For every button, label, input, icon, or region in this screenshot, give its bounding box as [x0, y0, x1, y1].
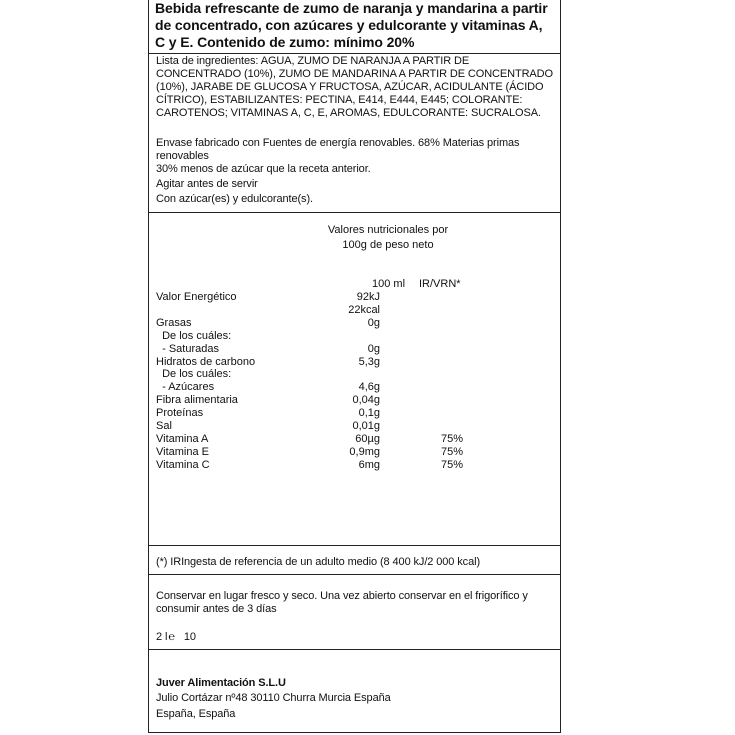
nutrition-row	[156, 407, 486, 420]
nutrition-row	[156, 420, 486, 433]
nutrition-row	[156, 381, 486, 394]
nutrition-col-amount: 100 ml	[372, 278, 406, 290]
storage-instructions: Conservar en lugar fresco y seco. Una vez abierto conservar en el frigorífico y consumir antes de 3 días	[156, 590, 528, 615]
company-address: Julio Cortázar nº48 30110 Churra Murcia España	[156, 692, 391, 704]
nutrition-row	[156, 343, 486, 356]
nutrient-label: Sal	[156, 420, 172, 432]
nutrition-heading-2: 100g de peso neto	[342, 239, 434, 251]
nutrient-label: Valor Energético	[156, 291, 237, 303]
nutrition-row	[156, 459, 486, 472]
nutrient-label: Hidratos de carbono	[156, 355, 256, 368]
product-title: Bebida refrescante de zumo de naranja y mandarina a partir de concentrado, con azúcares y edulcorante y vitaminas A, C y E. Contenido de zumo: mínimo 20%	[155, 0, 548, 50]
nutrition-row	[156, 433, 486, 446]
divider	[148, 545, 561, 546]
nutrient-label: Vitamina E	[156, 445, 209, 458]
ingredients-text: Lista de ingredientes: AGUA, ZUMO DE NARANJA A PARTIR DE CONCENTRADO (10%), ZUMO DE MANDARINA A PARTIR DE CONCENTRADO (10%), JARABE DE GLUCOSA Y FRUCTOSA, AZÚCAR, ACIDULANTE (ÁCIDO CÍTRICO), ESTABILIZANTES: PECTINA, E414, E444, E445; COLORANTE: CAROTENOS; VITAMINAS A, C, E, AROMAS, EDULCORANTE: SUCRALOSA.	[156, 55, 553, 119]
nutrition-row	[156, 317, 486, 330]
nutrient-value: 0,01g	[352, 420, 380, 432]
note-sugar: 30% menos de azúcar que la receta anterior.	[156, 163, 371, 175]
pack-count: 10	[183, 631, 196, 643]
nutrition-row	[156, 291, 486, 304]
nutrient-label: - Azúcares	[156, 381, 215, 394]
nutrient-value: 60µg	[355, 432, 380, 445]
nutrient-value: 5,3g	[358, 355, 380, 368]
nutrient-value: 0g	[367, 316, 380, 329]
nutrient-label: Vitamina C	[156, 458, 210, 471]
nutrient-label: Grasas	[156, 316, 192, 329]
nutrient-ir-percent: 75%	[441, 458, 464, 471]
nutrient-label: Proteínas	[156, 407, 204, 420]
nutrient-label: De los cuáles:	[156, 368, 232, 381]
nutrition-heading-1: Valores nutricionales por	[327, 224, 449, 236]
note-sweetener: Con azúcar(es) y edulcorante(s).	[156, 193, 313, 205]
nutrition-row	[156, 368, 486, 381]
nutrient-label: Vitamina A	[156, 432, 209, 445]
estimated-sign-icon: ℮	[168, 631, 175, 643]
nutrient-value: 6mg	[358, 458, 380, 471]
nutrient-ir-percent: 75%	[441, 432, 464, 445]
nutrient-label: - Saturadas	[156, 342, 219, 355]
nutrition-col-ir: IR/VRN*	[419, 278, 461, 290]
note-shake: Agitar antes de servir	[156, 178, 258, 190]
nutrient-value: 0,04g	[352, 394, 380, 407]
divider	[148, 574, 561, 575]
nutrient-value: 92kJ	[356, 291, 380, 303]
company-origin: España, España	[156, 708, 236, 720]
nutrition-row	[156, 330, 486, 343]
product-title-block	[155, 0, 555, 51]
divider	[148, 212, 561, 213]
volume-line	[156, 631, 554, 644]
nutrient-value: 4,6g	[358, 381, 380, 394]
nutrient-label: Fibra alimentaria	[156, 394, 238, 407]
company-name: Juver Alimentación S.L.U	[156, 677, 286, 689]
nutrient-value: 0,9mg	[349, 445, 380, 458]
ir-footnote: (*) IRIngesta de referencia de un adulto medio (8 400 kJ/2 000 kcal)	[156, 556, 481, 568]
divider	[148, 53, 561, 54]
note-renewable: Envase fabricado con Fuentes de energía renovables. 68% Materias primas renovables	[156, 137, 520, 162]
nutrient-value: 22kcal	[348, 303, 380, 316]
nutrition-row	[156, 304, 486, 317]
nutrition-row	[156, 446, 486, 459]
nutrient-ir-percent: 75%	[441, 445, 464, 458]
nutrition-row	[156, 356, 486, 369]
nutrient-value: 0g	[367, 342, 380, 355]
nutrient-value: 0,1g	[358, 407, 380, 420]
nutrient-label: De los cuáles:	[156, 329, 232, 342]
volume: 2 l	[156, 631, 168, 643]
divider	[148, 649, 561, 650]
nutrition-row	[156, 394, 486, 407]
